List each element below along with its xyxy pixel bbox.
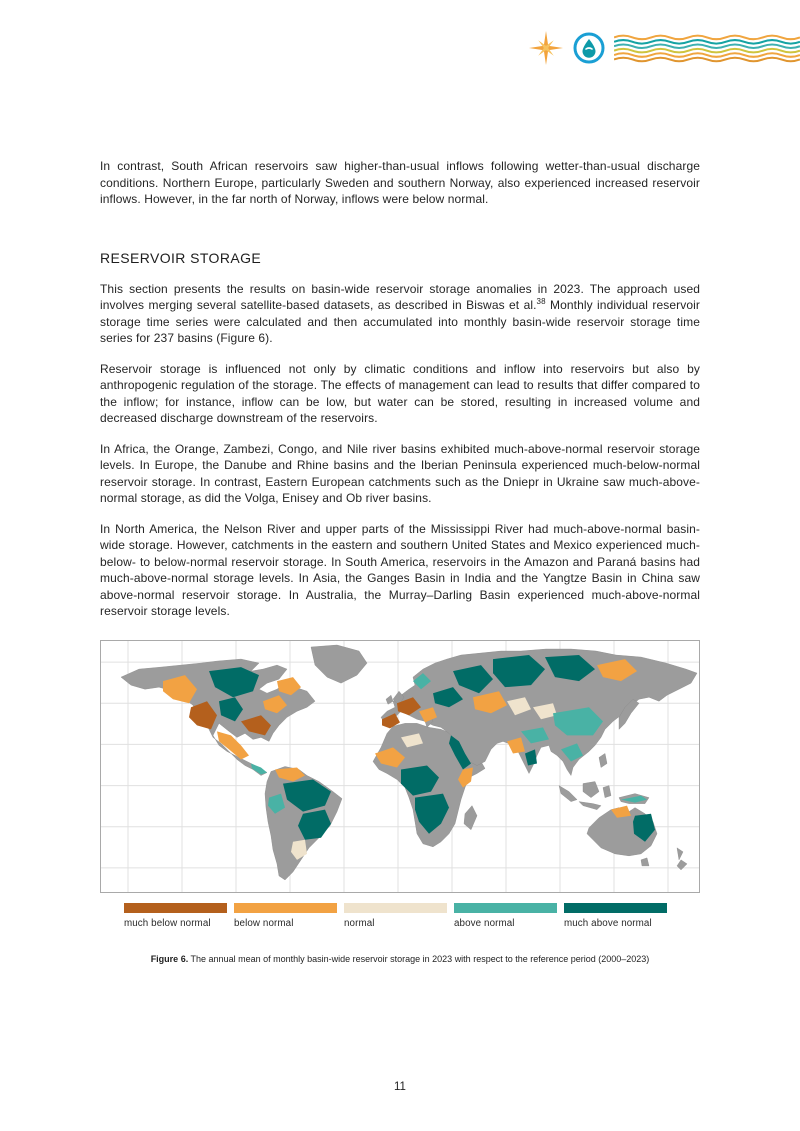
section-heading-reservoir-storage: RESERVOIR STORAGE bbox=[100, 249, 262, 266]
text-column bbox=[100, 0, 700, 965]
legend-swatch-normal bbox=[344, 903, 447, 913]
legend-item-above-normal bbox=[454, 903, 557, 929]
legend-swatch-above-normal bbox=[454, 903, 557, 913]
legend-item-below-normal bbox=[234, 903, 337, 929]
legend-swatch-below-normal bbox=[234, 903, 337, 913]
paragraph-method-text: This section presents the results on basin-wide reservoir storage anomalies in 2023. The approach used involves merging several satellite-based datasets, as described in Biswas et al. bbox=[100, 281, 700, 312]
paragraph-inflows: In contrast, South African reservoirs saw higher-than-usual inflows following wetter-than-usual discharge conditions. Northern Europe, particularly Sweden and southern Norway, also experienced increased reservoir inflows. However, in the far north of Norway, inflows were below normal. bbox=[100, 159, 700, 206]
figure-caption-label: Figure 6. bbox=[150, 953, 189, 964]
world-map bbox=[101, 641, 699, 892]
legend-label: normal bbox=[344, 917, 375, 929]
page-number: 11 bbox=[394, 1081, 406, 1093]
paragraph-americas-asia-australia: In North America, the Nelson River and upper parts of the Mississippi River had much-above-normal basin-wide storage. However, catchments in the eastern and southern United States and Mexico experienced much-below- to below-normal reservoir storage. In South America, reservoirs in the Amazon and Paraná basins had much-above-normal storage levels. In Asia, the Ganges Basin in India and the Yangtze Basin in China saw above-normal reservoir storage. In Australia, the Murray–Darling Basin experienced much-above-normal reservoir storage levels. bbox=[100, 521, 700, 618]
figure-caption-text: The annual mean of monthly basin-wide reservoir storage in 2023 with respect to the reference period (2000–2023) bbox=[188, 953, 650, 964]
map-land bbox=[121, 645, 697, 880]
paragraph-influences: Reservoir storage is influenced not only by climatic conditions and inflow into reservoirs but also by anthropogenic regulation of the storage. The effects of management can lead to results that differ compared to the inflow; for instance, inflow can be low, but water can be stored, resulting in increased volume and decreased discharge downstream of the reservoirs. bbox=[100, 361, 700, 425]
legend-swatch-much-below-normal bbox=[124, 903, 227, 913]
legend-label: above normal bbox=[454, 917, 515, 929]
footnote-reference: 38 bbox=[536, 297, 546, 306]
legend-label: much below normal bbox=[124, 917, 211, 929]
legend-item-normal bbox=[344, 903, 447, 929]
legend-item-much-above-normal bbox=[564, 903, 667, 929]
paragraph-method-text-cont: Monthly individual reservoir storage time series were calculated and then accumulated into monthly basin-wide reservoir storage time series for 237 basins (Figure 6). bbox=[100, 298, 700, 345]
paragraph-africa-europe: In Africa, the Orange, Zambezi, Congo, and Nile river basins exhibited much-above-normal reservoir storage levels. In Europe, the Danube and Rhine basins and the Iberian Peninsula experienced much-below-normal reservoir storage. In contrast, Eastern European catchments such as the Dniepr in Ukraine saw much-above-normal storage, as did the Volga, Enisey and Ob river basins. bbox=[100, 441, 700, 505]
legend-item-much-below-normal bbox=[124, 903, 227, 929]
legend-swatch-much-above-normal bbox=[564, 903, 667, 913]
legend-label: much above normal bbox=[564, 917, 652, 929]
paragraph-method bbox=[100, 281, 700, 347]
legend-label: below normal bbox=[234, 917, 294, 929]
figure-legend bbox=[100, 903, 700, 929]
figure-map-container bbox=[100, 640, 700, 893]
figure-caption bbox=[100, 953, 700, 965]
